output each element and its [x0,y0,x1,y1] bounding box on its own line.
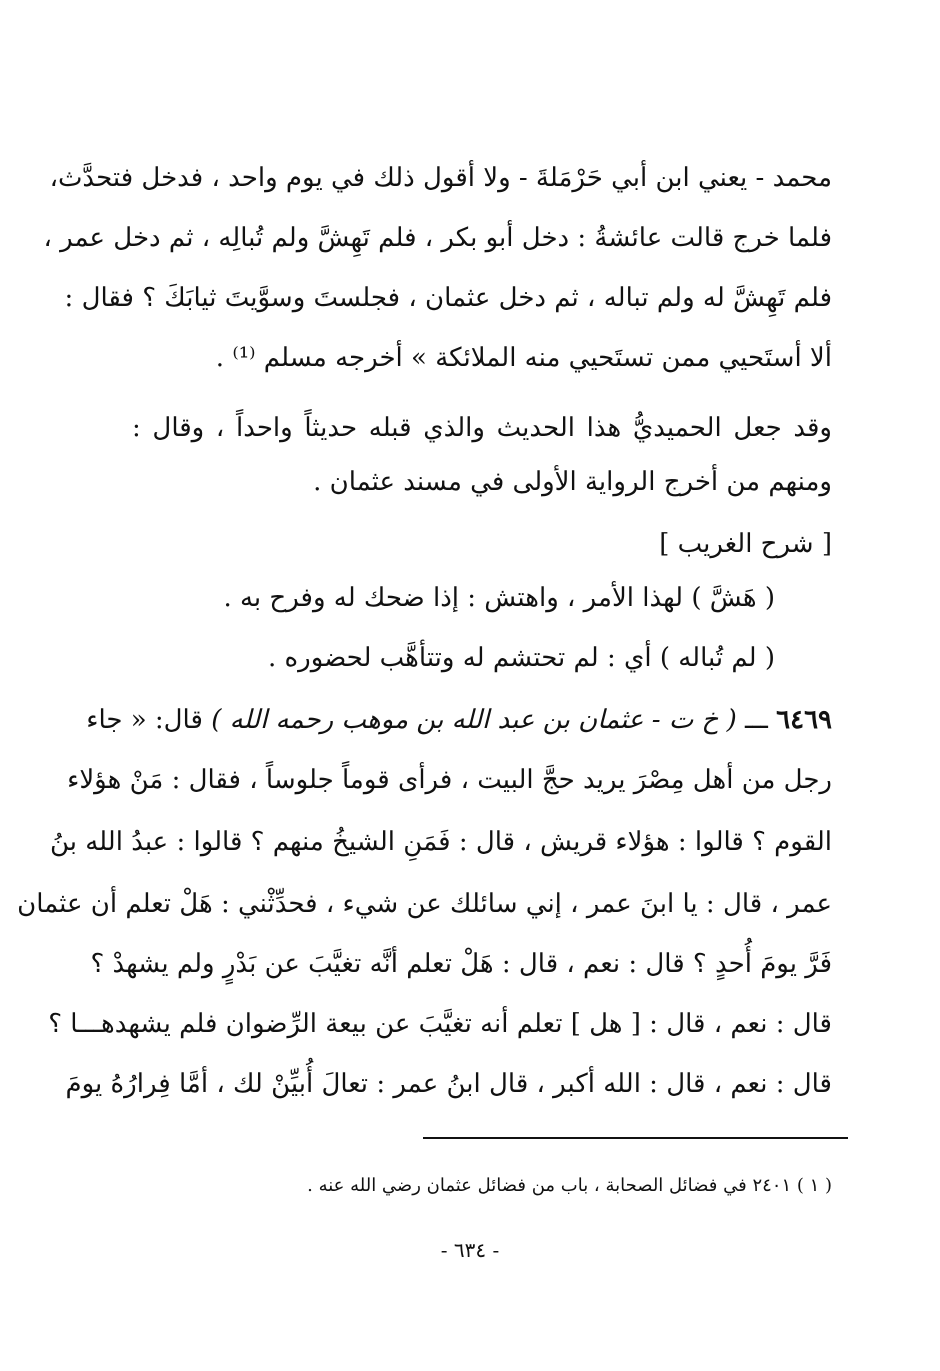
hadith-line-3: عمر ، قال : يا ابنَ عمر ، إني سائلك عن شيء ، فحدِّثْني : هَلْ تعلم أن عثمان [17,889,832,919]
gharib-line-2: ( لم تُباله ) أي : لم تحتشم له وتتأهَّب لحضوره . [268,643,775,673]
hadith-line-4: فَرَّ يومَ أُحدٍ ؟ قال : نعم ، قال : هَلْ تعلم أنَّه تغيَّبَ عن بَدْرٍ ولم يشهدْ ؟ [90,949,832,979]
body-line-5: وقد جعل الحميديُّ هذا الحديث والذي قبله حديثاً واحداً ، وقال : [132,413,832,443]
body-line-3: فلم تَهِشَّ له ولم تباله ، ثم دخل عثمان ، فجلستَ وسوَّيتَ ثيابَكَ ؟ فقال : [64,283,832,313]
gharib-heading: [ شرح الغريب ] [659,529,832,559]
footnote-divider [423,1137,848,1139]
footnote: ( ١ ) ٢٤٠١ في فضائل الصحابة ، باب من فضائل عثمان رضي الله عنه . [307,1175,832,1196]
gharib-line-1: ( هَشَّ ) لهذا الأمر ، واهتش : إذا ضحك له وفرح به . [223,583,775,613]
hadith-line-2: القوم ؟ قالوا : هؤلاء قريش ، قال : فَمَنِ الشيخُ منهم ؟ قالوا : عبدُ الله بنُ [49,827,832,857]
hadith-number: ٦٤٦٩ [776,705,832,735]
body-line-6: ومنهم من أخرج الرواية الأولى في مسند عثمان . [313,467,832,497]
hadith-source: ( خ ت - عثمان بن عبد الله بن موهب رحمه الله ) [211,705,737,735]
hadith-intro-line: ٦٤٦٩ ـــ ( خ ت - عثمان بن عبد الله بن موهب رحمه الله ) قال: « جاء [86,705,832,735]
body-line-4: ألا أستَحيي ممن تستَحيي منه الملائكة » أخرجه مسلم ⁽¹⁾ . [215,343,832,373]
body-line-2: فلما خرج قالت عائشةُ : دخل أبو بكر ، فلم تَهِشَّ ولم تُبالِه ، ثم دخل عمر ، [43,223,832,253]
hadith-line-6: قال : نعم ، قال : الله أكبر ، قال ابنُ عمر : تعالَ أُبيِّنْ لك ، أمَّا فِرارُهُ يومَ [65,1069,832,1099]
hadith-line-5: قال : نعم ، قال : [ هل ] تعلم أنه تغيَّبَ عن بيعة الرِّضوان فلم يشهدهـــا ؟ [48,1009,832,1039]
body-line-1: محمد - يعني ابن أبي حَرْمَلةَ - ولا أقول ذلك في يوم واحد ، فدخل فتحدَّث، [49,163,832,193]
hadith-intro-tail: قال: « جاء [86,705,203,735]
hadith-line-1: رجل من أهل مِصْرَ يريد حجَّ البيت ، فرأى قوماً جلوساً ، فقال : مَنْ هؤلاء [67,765,832,795]
page-number: - ٦٣٤ - [440,1238,500,1262]
